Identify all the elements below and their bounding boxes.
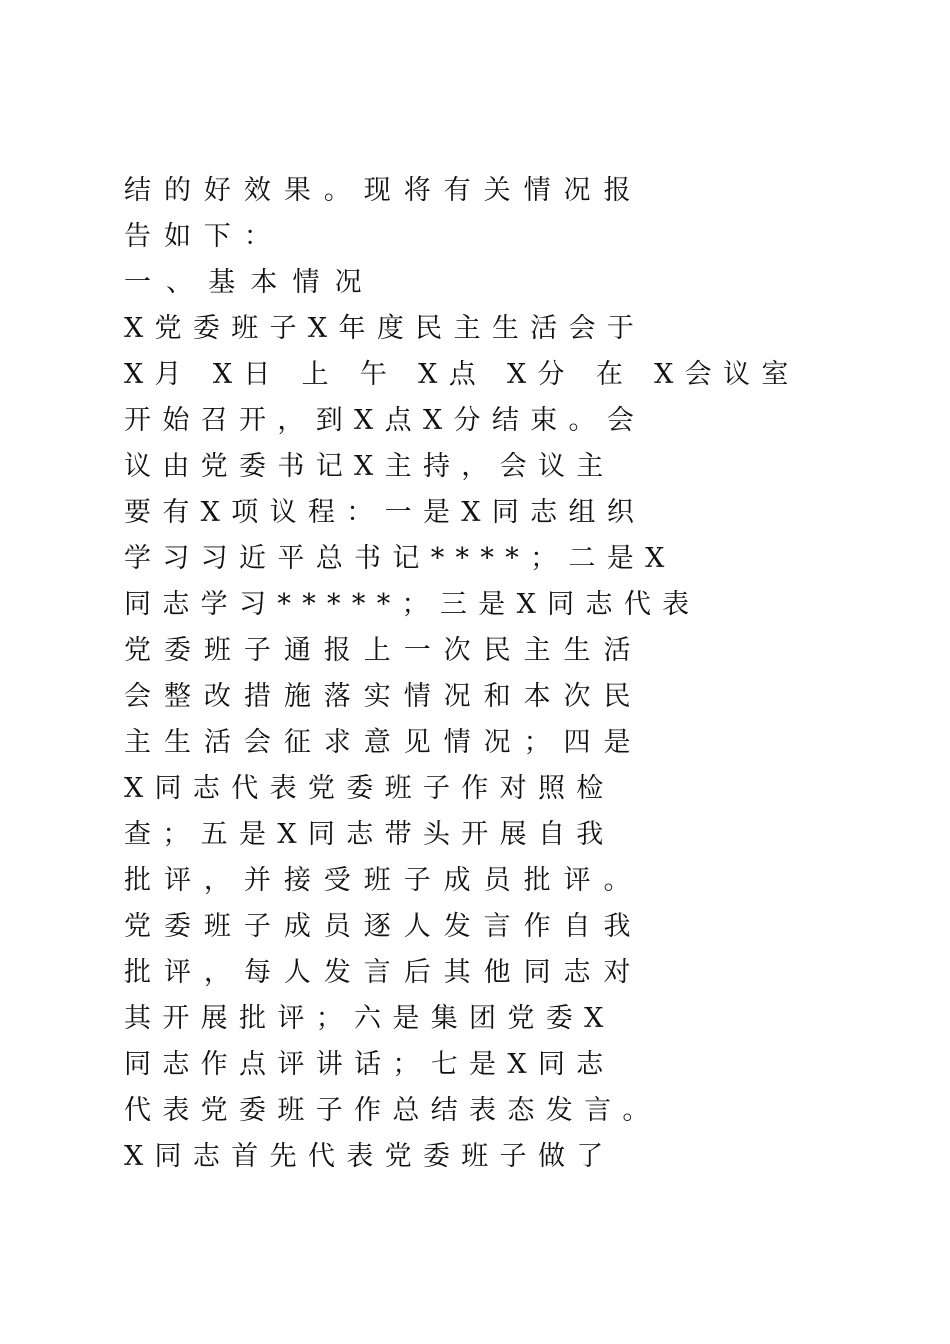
text-line: 同志作点评讲话；七是X同志 bbox=[124, 1049, 615, 1080]
text-line: X党委班子X年度民主生活会于 bbox=[124, 313, 646, 344]
text-line: X月 X日 上 午 X点 X分 在 X会议室 bbox=[124, 359, 800, 390]
text-line: 会整改措施落实情况和本次民 bbox=[124, 681, 644, 712]
text-line: 学习习近平总书记****；二是X bbox=[124, 543, 676, 574]
text-line: 议由党委书记X主持，会议主 bbox=[124, 451, 615, 482]
text-line: 批评，每人发言后其他同志对 bbox=[124, 957, 644, 988]
section-heading: 一、基本情况 bbox=[124, 267, 377, 298]
text-line: 要有X项议程：一是X同志组织 bbox=[124, 497, 646, 528]
text-line: 告如下： bbox=[124, 221, 284, 252]
text-line: 党委班子通报上一次民主生活 bbox=[124, 635, 644, 666]
text-line: 开始召开，到X点X分结束。会 bbox=[124, 405, 646, 436]
document-body bbox=[124, 168, 824, 1180]
text-line: 批评，并接受班子成员批评。 bbox=[124, 865, 644, 896]
text-line: 同志学习*****；三是X同志代表 bbox=[124, 589, 701, 620]
text-line: 党委班子成员逐人发言作自我 bbox=[124, 911, 644, 942]
text-line: 其开展批评；六是集团党委X bbox=[124, 1003, 615, 1034]
text-line: 代表党委班子作总结表态发言。 bbox=[124, 1095, 661, 1126]
text-line: 主生活会征求意见情况；四是 bbox=[124, 727, 644, 758]
text-line: 结的好效果。现将有关情况报 bbox=[124, 175, 644, 206]
text-line: X同志首先代表党委班子做了 bbox=[124, 1141, 615, 1172]
text-line: 查；五是X同志带头开展自我 bbox=[124, 819, 615, 850]
text-line: X同志代表党委班子作对照检 bbox=[124, 773, 615, 804]
